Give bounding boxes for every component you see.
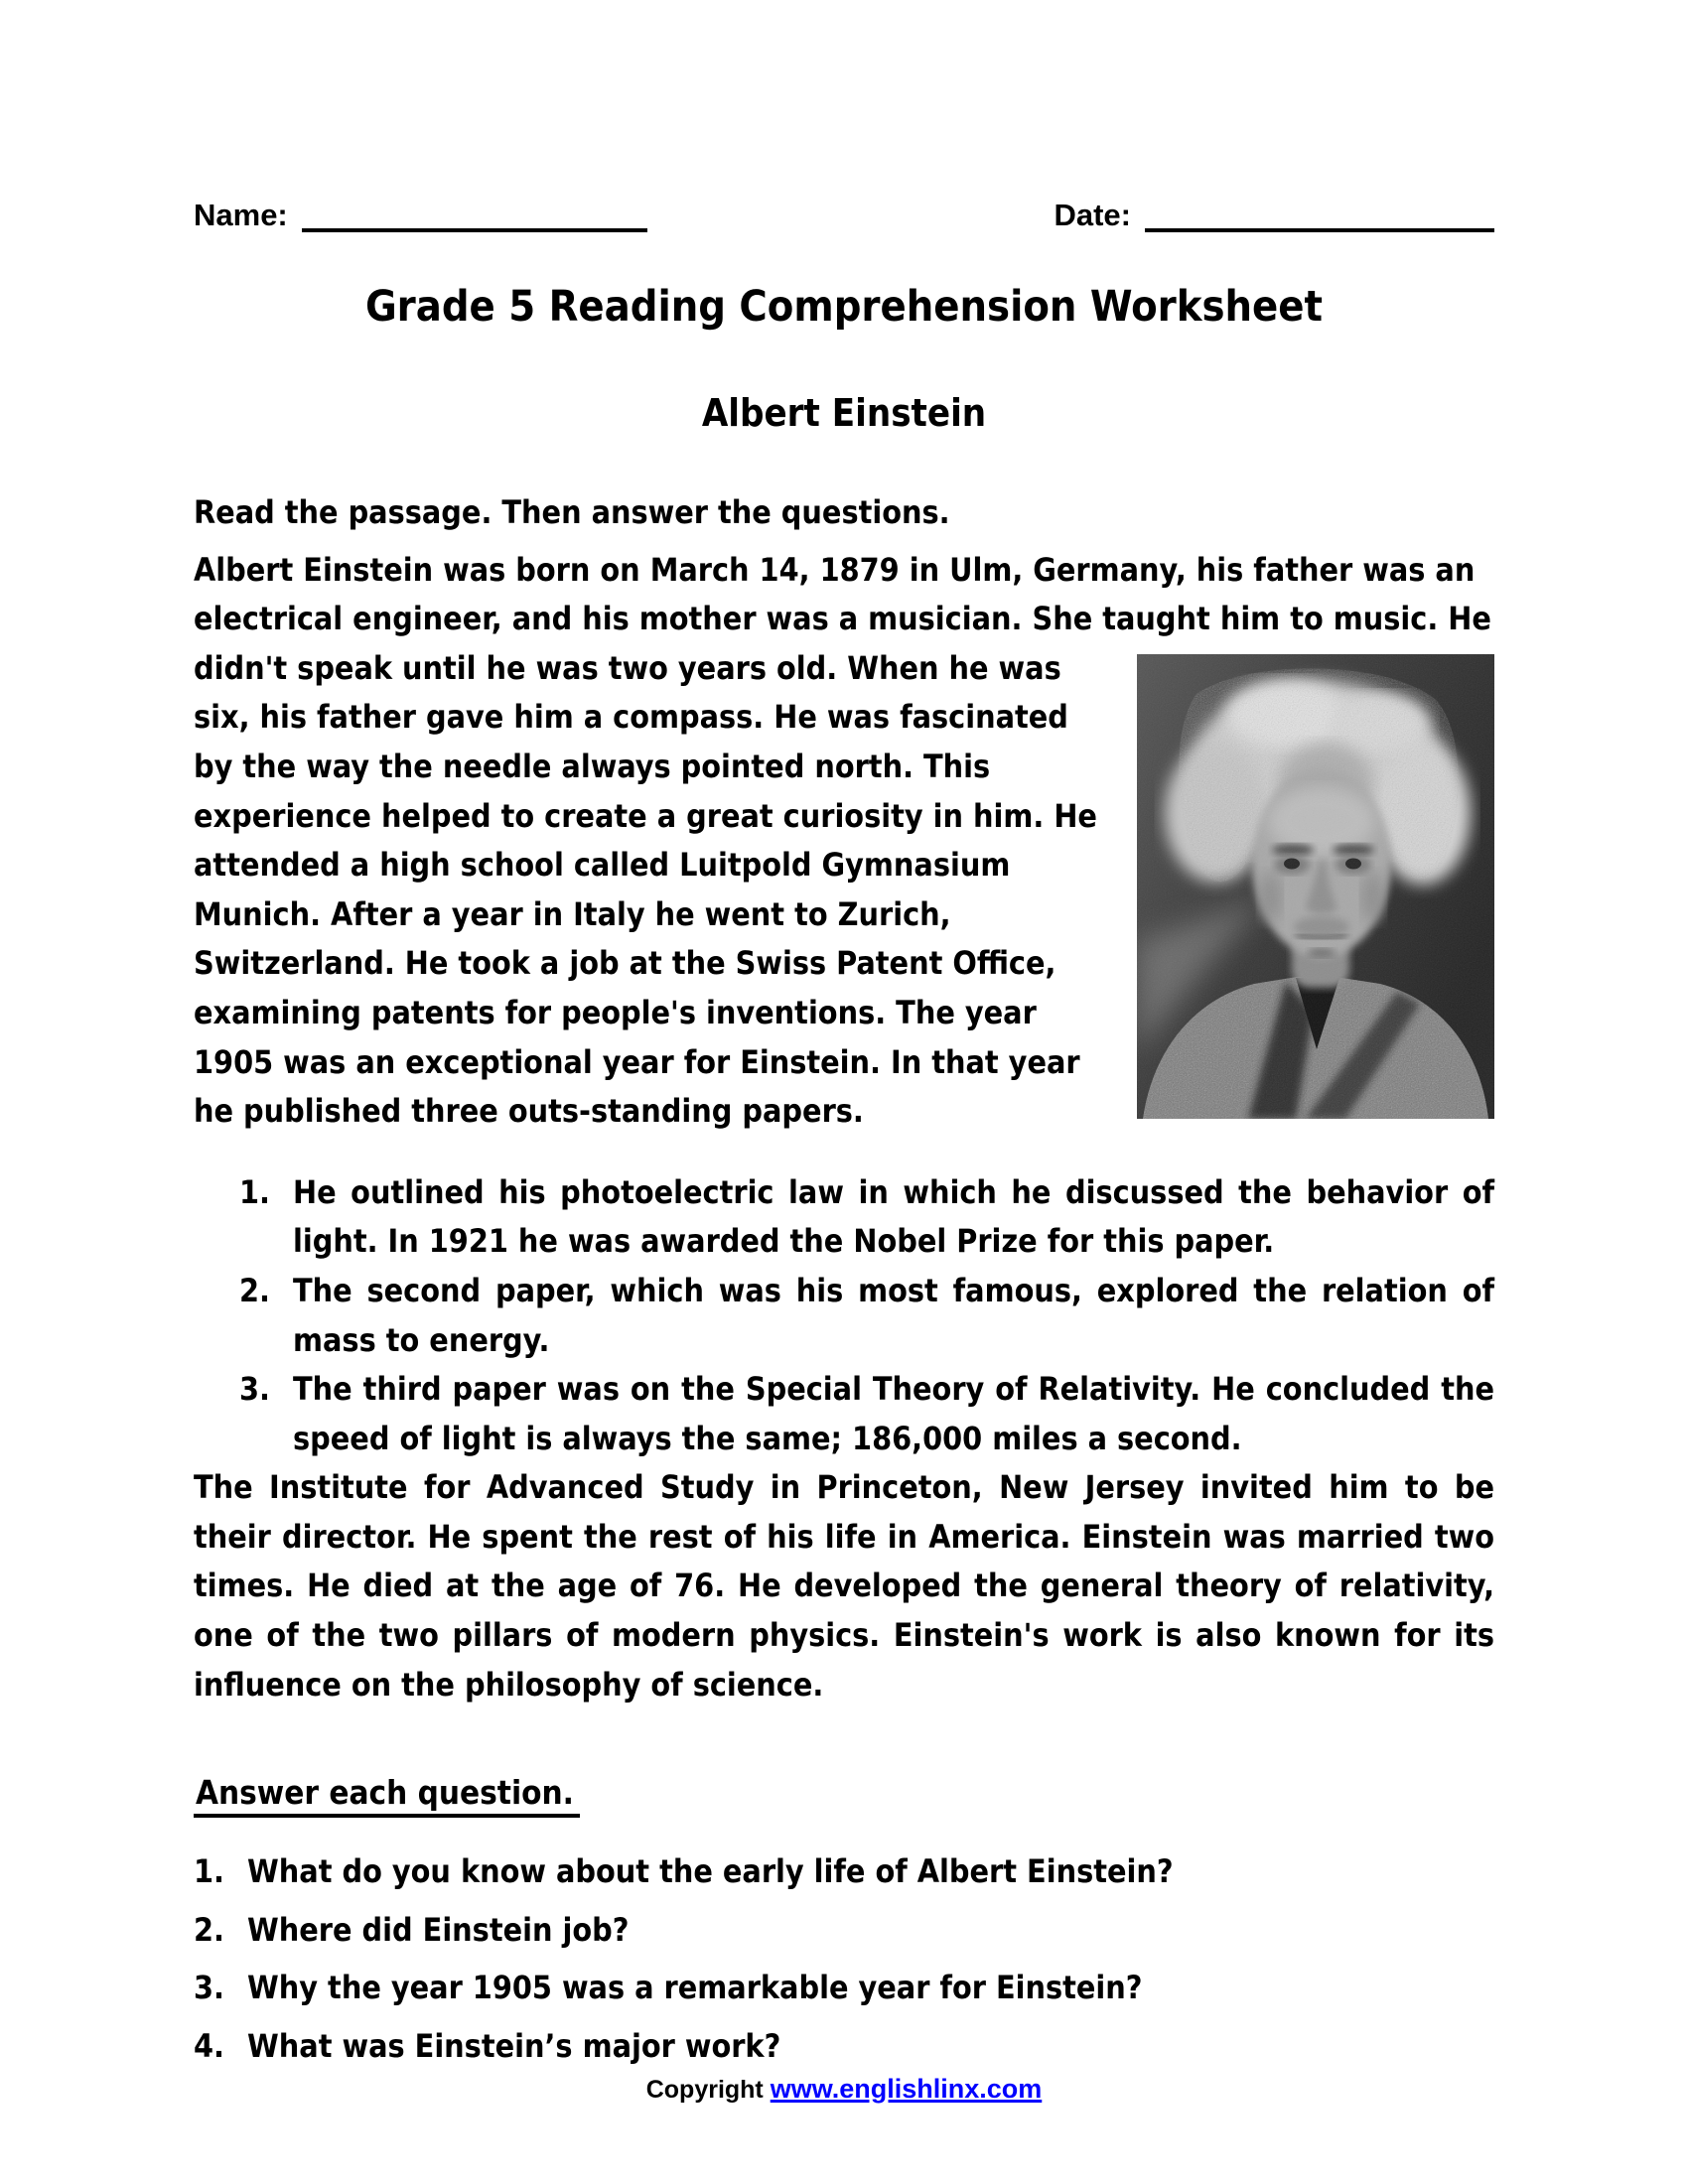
question-text: What was Einstein’s major work? — [247, 2027, 781, 2066]
page-title: Grade 5 Reading Comprehension Worksheet — [364, 282, 1324, 332]
passage-text-part2: didn't speak until he was two years old. When he was six, his father gave him a compass. He was fascinated by the way the needle always pointed north. This experience helped to create a great curiosity in him. He attended a high school called Luitpold Gymnasium Munich. After a year in Italy he went to Zurich, Switzerland. He took a job at the Swiss Patent Office, examining patents for people's inventions. The year 1905 was an exceptional year for Einstein. In that year he published three outs-standing papers. — [194, 648, 1097, 1131]
einstein-photo — [1137, 654, 1494, 1119]
question-item — [194, 1906, 1494, 1956]
list-item — [239, 1267, 1494, 1365]
list-item-number: 2. — [239, 1271, 270, 1309]
footer — [194, 2074, 1494, 2105]
question-text: Where did Einstein job? — [247, 1910, 630, 1949]
name-field — [194, 197, 647, 232]
instruction-text: Read the passage. Then answer the questions. — [194, 493, 950, 531]
name-input-line[interactable] — [302, 197, 647, 232]
date-label: Date: — [1054, 197, 1131, 232]
question-number: 3. — [194, 1969, 224, 2007]
list-item-text: He outlined his photoelectric law in which he discussed the behavior of light. In 1921 he was awarded the Nobel Prize for this paper. — [293, 1172, 1494, 1261]
date-input-line[interactable] — [1145, 197, 1494, 232]
list-item-text: The third paper was on the Special Theory of Relativity. He concluded the speed of light is always the same; 186,000 miles a second. — [293, 1370, 1494, 1457]
answer-section-heading — [194, 1773, 1494, 1818]
question-item — [194, 2022, 1494, 2072]
list-item — [239, 1365, 1494, 1463]
closing-paragraph: The Institute for Advanced Study in Princeton, New Jersey invited him to be their director. He spent the rest of his life in America. Einstein was married two times. He died at the age of 76. He developed the general theory of relativity, one of the two pillars of modern physics. Einstein's work is also known for its influence on the philosophy of science. — [194, 1468, 1494, 1704]
question-item — [194, 1847, 1494, 1897]
list-item-number: 3. — [239, 1370, 270, 1409]
question-item — [194, 1964, 1494, 2013]
question-number: 4. — [194, 2027, 224, 2066]
question-number: 2. — [194, 1910, 224, 1949]
passage-text-part1: Albert Einstein was born on March 14, 1879 in Ulm, Germany, his father was an electrical engineer, and his mother was a musician. She taught him to music. He — [194, 550, 1491, 638]
list-item-text: The second paper, which was his most famous, explored the relation of mass to energy. — [293, 1271, 1494, 1359]
papers-list — [239, 1168, 1494, 1464]
question-text: What do you know about the early life of Albert Einstein? — [247, 1852, 1174, 1891]
list-item-number: 1. — [239, 1172, 270, 1211]
einstein-portrait-illustration — [1137, 654, 1494, 1119]
copyright-link[interactable]: www.englishlinx.com — [770, 2073, 1043, 2104]
header-row — [194, 197, 1494, 232]
copyright-label: Copyright — [645, 2075, 764, 2104]
question-number: 1. — [194, 1852, 224, 1891]
question-text: Why the year 1905 was a remarkable year for Einstein? — [247, 1969, 1143, 2007]
date-field — [1054, 197, 1494, 232]
passage-paragraph — [194, 546, 1494, 1137]
questions-list — [194, 1847, 1494, 2071]
answer-heading-text: Answer each question. — [194, 1773, 580, 1818]
name-label: Name: — [194, 197, 288, 232]
list-item — [239, 1168, 1494, 1267]
passage-title: Albert Einstein — [701, 391, 987, 435]
